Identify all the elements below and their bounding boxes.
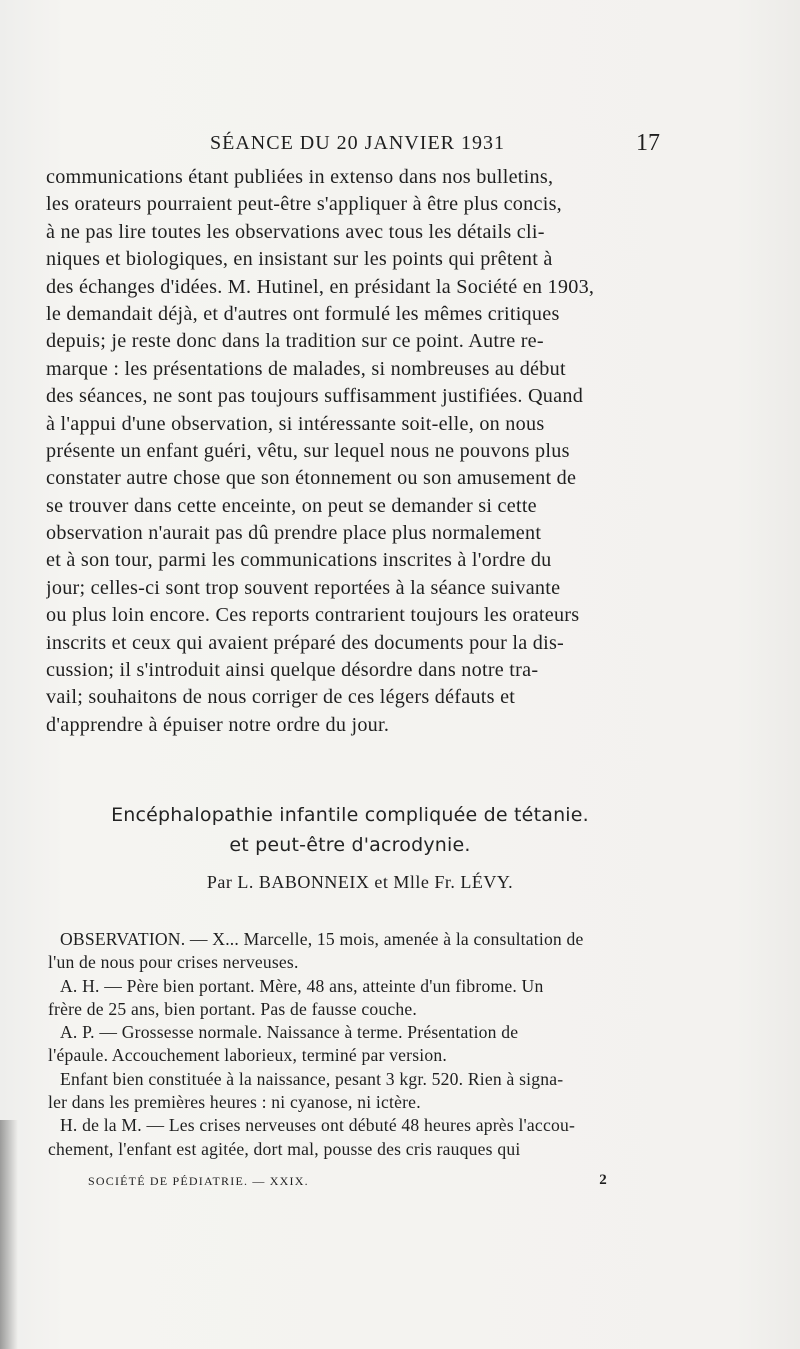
body-line: vail; souhaitons de nous corriger de ces légers défauts et — [46, 686, 516, 709]
body-line: inscrits et ceux qui avaient préparé des documents pour la dis- — [46, 631, 565, 654]
introductory-paragraph — [46, 164, 662, 739]
page-number: 17 — [636, 130, 660, 156]
body-line: des échanges d'idées. M. Hutinel, en présidant la Société en 1903, — [46, 275, 595, 298]
body-line: se trouver dans cette enceinte, on peut se demander si cette — [46, 494, 537, 517]
body-line: le demandait déjà, et d'autres ont formulé les mêmes critiques — [46, 302, 560, 325]
observation-line: OBSERVATION. — X... Marcelle, 15 mois, amenée à la consultation de — [60, 929, 584, 949]
article-title-line-1: Encéphalopathie infantile compliquée de tétanie. — [111, 804, 589, 826]
body-line: niques et biologiques, en insistant sur les points qui prêtent à — [46, 248, 553, 271]
body-line: depuis; je reste donc dans la tradition sur ce point. Autre re- — [46, 330, 544, 353]
clinical-observation — [48, 928, 662, 1161]
observation-line: l'un de nous pour crises nerveuses. — [48, 952, 299, 973]
body-line: d'apprendre à épuiser notre ordre du jour. — [46, 713, 390, 736]
running-head: SÉANCE DU 20 JANVIER 1931 — [210, 132, 505, 154]
body-line: à ne pas lire toutes les observations avec tous les détails cli- — [46, 220, 545, 243]
body-line: marque : les présentations de malades, si nombreuses au début — [46, 357, 566, 380]
society-footer: SOCIÉTÉ DE PÉDIATRIE. — XXIX. — [88, 1174, 309, 1188]
body-line: les orateurs pourraient peut-être s'appliquer à être plus concis, — [46, 193, 562, 216]
body-line: jour; celles-ci sont trop souvent reportées à la séance suivante — [46, 576, 561, 599]
body-line: ou plus loin encore. Ces reports contrarient toujours les orateurs — [46, 604, 580, 627]
signature-mark: 2 — [599, 1172, 608, 1188]
page-footer — [88, 1172, 608, 1194]
body-line: présente un enfant guéri, vêtu, sur lequel nous ne pouvons plus — [46, 439, 570, 462]
body-line: des séances, ne sont pas toujours suffisamment justifiées. Quand — [46, 385, 584, 408]
body-line: cussion; il s'introduit ainsi quelque désordre dans notre tra- — [46, 659, 539, 682]
observation-line: Enfant bien constituée à la naissance, pesant 3 kgr. 520. Rien à signa- — [60, 1068, 564, 1089]
article-title — [100, 800, 600, 860]
body-line: observation n'aurait pas dû prendre place plus normalement — [46, 522, 542, 545]
observation-line: A. P. — Grossesse normale. Naissance à terme. Présentation de — [60, 1022, 519, 1043]
observation-line: ler dans les premières heures : ni cyanose, ni ictère. — [48, 1092, 421, 1113]
body-line: à l'appui d'une observation, si intéressante soit-elle, on nous — [46, 412, 545, 435]
observation-line: frère de 25 ans, bien portant. Pas de fausse couche. — [48, 998, 417, 1019]
body-line: communications étant publiées in extenso dans nos bulletins, — [46, 166, 554, 188]
body-line: constater autre chose que son étonnement ou son amusement de — [46, 467, 577, 490]
observation-line: l'épaule. Accouchement laborieux, terminé par version. — [48, 1045, 447, 1066]
page-header — [210, 130, 660, 162]
body-line: et à son tour, parmi les communications inscrites à l'ordre du — [46, 549, 552, 572]
observation-line: A. H. — Père bien portant. Mère, 48 ans, atteinte d'un fibrome. Un — [60, 975, 544, 996]
authors: Par L. BABONNEIX et Mlle Fr. LÉVY. — [206, 872, 514, 892]
page-edge-shadow — [0, 1120, 18, 1349]
article-title-line-2: et peut-être d'acrodynie. — [229, 834, 471, 856]
observation-line: H. de la M. — Les crises nerveuses ont débuté 48 heures après l'accou- — [60, 1115, 576, 1136]
observation-line: chement, l'enfant est agitée, dort mal, pousse des cris rauques qui — [48, 1138, 521, 1159]
